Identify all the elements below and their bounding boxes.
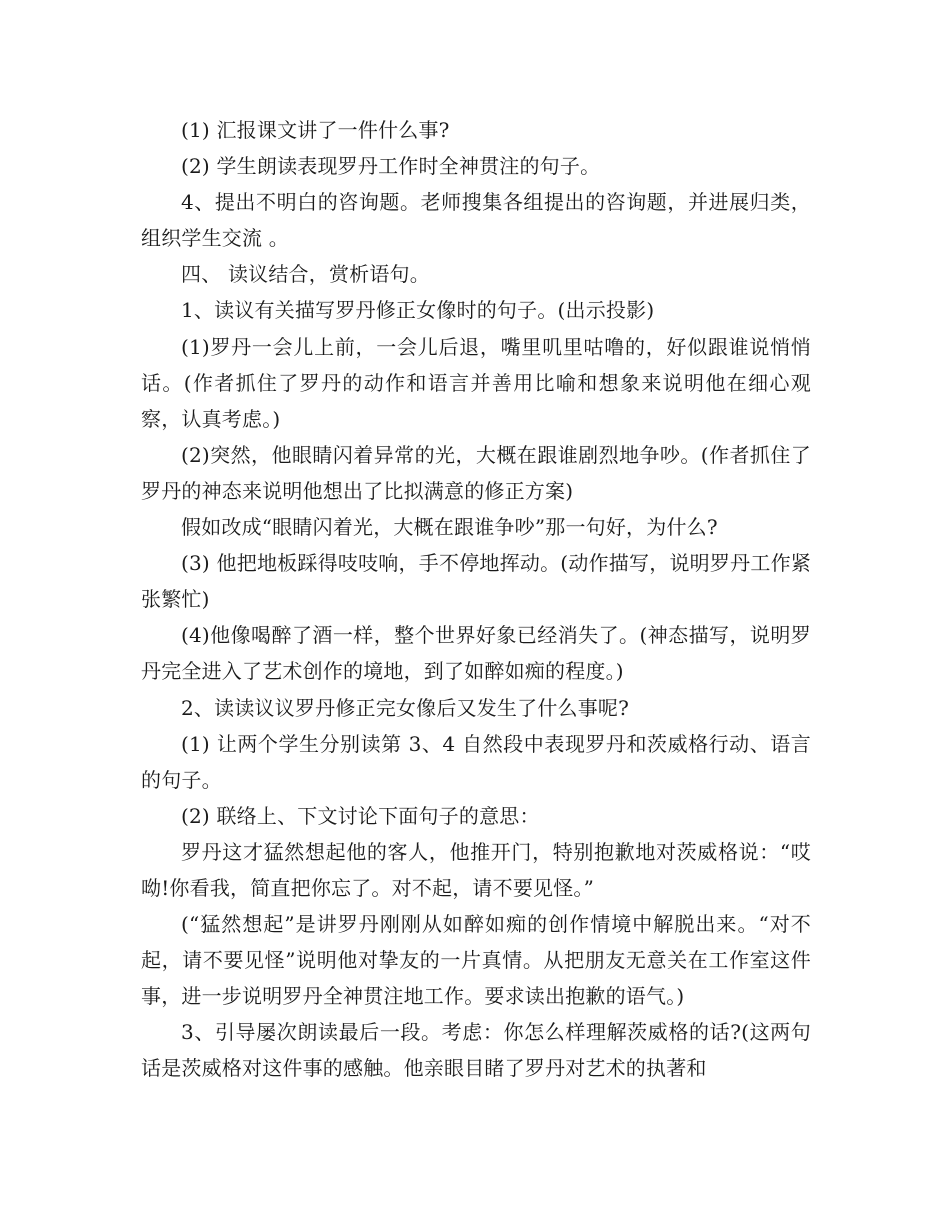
paragraph-sentence-4: (4)他像喝醉了酒一样，整个世界好象已经消失了。(神态描写，说明罗丹完全进入了艺术创作的境地，到了如醉如痴的程度。) [141,623,811,684]
paragraph-item-1: 1、读议有关描写罗丹修正女像时的句子。(出示投影) [181,298,655,323]
paragraph-quote-analysis: (“猛然想起”是讲罗丹刚刚从如醉如痴的创作情境中解脱出来。“对不起，请不要见怪”说明他对挚友的一片真情。从把朋友无意关在工作室这件事，进一步说明罗丹全神贯注地工作。要求读出抱歉的语气。) [141,912,811,1009]
paragraph-report-story: (1) 汇报课文讲了一件什么事? [181,118,450,142]
paragraph-quote: 罗丹这才猛然想起他的客人，他推开门，特别抱歉地对茨威格说：“哎呦!你看我，简直把你忘了。对不起，请不要见怪。” [141,839,811,900]
paragraph-item-2: 2、读读议议罗丹修正完女像后又发生了什么事呢? [181,695,630,720]
paragraph-question-rewrite: 假如改成“眼睛闪着光，大概在跟谁争吵”那一句好，为什么? [181,515,718,540]
document-body [141,112,811,1087]
section-heading-four: 四、 读议结合，赏析语句。 [181,262,430,287]
paragraph-sub-2: (2) 联络上、下文讨论下面句子的意思： [181,803,540,828]
paragraph-item-3: 3、引导屡次朗读最后一段。考虑：你怎么样理解茨威格的话?(这两句话是茨威格对这件事的感触。他亲眼目睹了罗丹对艺术的执著和 [141,1020,811,1081]
paragraph-read-focus-sentences: (2) 学生朗读表现罗丹工作时全神贯注的句子。 [181,154,601,179]
paragraph-sub-1: (1) 让两个学生分别读第 3、4 自然段中表现罗丹和茨威格行动、语言的句子。 [141,731,811,792]
paragraph-raise-questions: 4、提出不明白的咨询题。老师搜集各组提出的咨询题，并进展归类，组织学生交流 。 [141,190,811,251]
paragraph-sentence-2: (2)突然，他眼睛闪着异常的光，大概在跟谁剧烈地争吵。(作者抓住了罗丹的神态来说明他想出了比拟满意的修正方案) [141,442,811,503]
paragraph-sentence-3: (3) 他把地板踩得吱吱响，手不停地挥动。(动作描写，说明罗丹工作紧张繁忙) [141,551,811,612]
paragraph-sentence-1: (1)罗丹一会儿上前，一会儿后退，嘴里叽里咕噜的，好似跟谁说悄悄话。(作者抓住了罗丹的动作和语言并善用比喻和想象来说明他在细心观察，认真考虑。) [141,334,811,431]
